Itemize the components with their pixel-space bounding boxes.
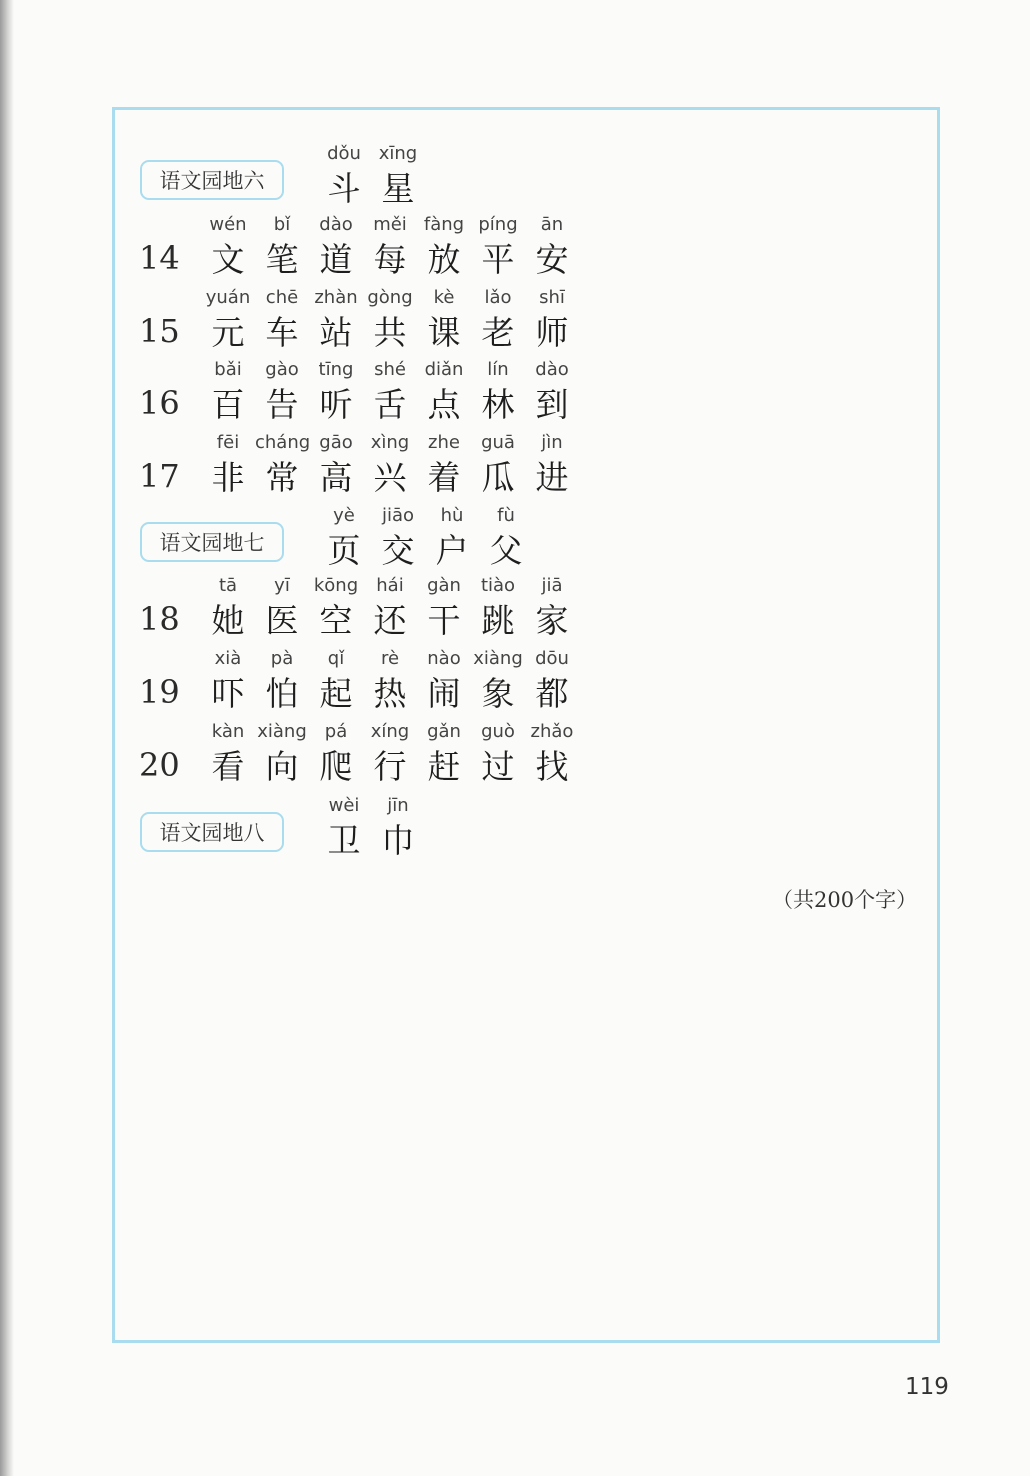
page-number: 119 bbox=[905, 1374, 949, 1400]
pinyin-label: xiàng bbox=[257, 721, 307, 742]
hanzi-character: 找 bbox=[535, 747, 569, 786]
section-label-s8: 语文园地八 bbox=[140, 812, 284, 852]
lesson-number-15: 15 bbox=[139, 312, 180, 350]
pinyin-label: gàn bbox=[427, 575, 461, 596]
character-item bbox=[525, 287, 579, 353]
hanzi-character: 放 bbox=[427, 240, 461, 279]
character-item bbox=[479, 505, 533, 571]
hanzi-character: 文 bbox=[211, 240, 245, 279]
character-item bbox=[255, 359, 309, 425]
hanzi-character: 交 bbox=[381, 531, 415, 570]
character-item bbox=[201, 721, 255, 787]
pinyin-label: hái bbox=[376, 575, 404, 596]
lesson-number-14: 14 bbox=[139, 239, 180, 277]
character-item bbox=[309, 359, 363, 425]
total-count-note: （共200个字） bbox=[772, 888, 918, 912]
character-item bbox=[525, 214, 579, 280]
hanzi-character: 干 bbox=[427, 601, 461, 640]
hanzi-character: 瓜 bbox=[481, 458, 515, 497]
pinyin-label: guò bbox=[481, 721, 515, 742]
character-item bbox=[363, 214, 417, 280]
character-item bbox=[309, 575, 363, 641]
pinyin-label: lín bbox=[487, 359, 509, 380]
character-item bbox=[201, 575, 255, 641]
character-item bbox=[363, 359, 417, 425]
pinyin-label: pá bbox=[324, 721, 348, 742]
lesson-number-16: 16 bbox=[139, 384, 180, 422]
hanzi-character: 课 bbox=[427, 313, 461, 352]
character-item bbox=[201, 648, 255, 714]
pinyin-label: kōng bbox=[313, 575, 359, 596]
pinyin-label: fàng bbox=[423, 214, 465, 235]
hanzi-character: 师 bbox=[535, 313, 569, 352]
pinyin-label: zhe bbox=[428, 432, 460, 453]
character-item bbox=[255, 287, 309, 353]
hanzi-character: 怕 bbox=[265, 674, 299, 713]
pinyin-label: shé bbox=[374, 359, 406, 380]
character-item bbox=[471, 359, 525, 425]
hanzi-character: 到 bbox=[535, 385, 569, 424]
pinyin-label: jīn bbox=[387, 795, 409, 816]
hanzi-character: 户 bbox=[435, 531, 469, 570]
hanzi-character: 向 bbox=[265, 747, 299, 786]
character-item bbox=[255, 648, 309, 714]
hanzi-character: 道 bbox=[319, 240, 353, 279]
hanzi-character: 空 bbox=[319, 601, 353, 640]
pinyin-label: xià bbox=[214, 648, 242, 669]
hanzi-character: 起 bbox=[319, 674, 353, 713]
pinyin-label: píng bbox=[478, 214, 518, 235]
pinyin-label: kàn bbox=[211, 721, 245, 742]
character-item bbox=[363, 575, 417, 641]
pinyin-label: diǎn bbox=[424, 359, 464, 380]
pinyin-label: jiā bbox=[541, 575, 563, 596]
pinyin-label: yī bbox=[274, 575, 290, 596]
character-item bbox=[363, 648, 417, 714]
hanzi-character: 元 bbox=[211, 313, 245, 352]
hanzi-character: 高 bbox=[319, 458, 353, 497]
pinyin-label: xìng bbox=[370, 432, 410, 453]
hanzi-character: 都 bbox=[535, 674, 569, 713]
character-item bbox=[317, 505, 371, 571]
hanzi-character: 还 bbox=[373, 601, 407, 640]
hanzi-character: 赶 bbox=[427, 747, 461, 786]
character-item bbox=[417, 214, 471, 280]
pinyin-label: gāo bbox=[319, 432, 353, 453]
character-item bbox=[417, 721, 471, 787]
character-item bbox=[363, 432, 417, 498]
hanzi-character: 医 bbox=[265, 601, 299, 640]
character-item bbox=[201, 287, 255, 353]
hanzi-character: 卫 bbox=[327, 821, 361, 860]
hanzi-character: 告 bbox=[265, 385, 299, 424]
hanzi-character: 跳 bbox=[481, 601, 515, 640]
hanzi-character: 她 bbox=[211, 601, 245, 640]
hanzi-character: 百 bbox=[211, 385, 245, 424]
character-item bbox=[525, 432, 579, 498]
hanzi-character: 车 bbox=[265, 313, 299, 352]
character-item bbox=[417, 287, 471, 353]
hanzi-character: 父 bbox=[489, 531, 523, 570]
hanzi-character: 共 bbox=[373, 313, 407, 352]
pinyin-label: jiāo bbox=[381, 505, 415, 526]
lesson-number-17: 17 bbox=[139, 457, 180, 495]
hanzi-character: 舌 bbox=[373, 385, 407, 424]
section-label-s7: 语文园地七 bbox=[140, 522, 284, 562]
character-item bbox=[525, 575, 579, 641]
character-item bbox=[309, 432, 363, 498]
hanzi-character: 进 bbox=[535, 458, 569, 497]
character-item bbox=[363, 287, 417, 353]
lesson-number-19: 19 bbox=[139, 673, 180, 711]
pinyin-label: jìn bbox=[541, 432, 563, 453]
pinyin-label: xiàng bbox=[473, 648, 523, 669]
pinyin-label: tā bbox=[218, 575, 238, 596]
pinyin-label: wèi bbox=[328, 795, 360, 816]
character-item bbox=[309, 721, 363, 787]
hanzi-character: 安 bbox=[535, 240, 569, 279]
pinyin-label: yè bbox=[333, 505, 355, 526]
hanzi-character: 平 bbox=[481, 240, 515, 279]
pinyin-label: dào bbox=[535, 359, 569, 380]
hanzi-character: 行 bbox=[373, 747, 407, 786]
hanzi-character: 笔 bbox=[265, 240, 299, 279]
pinyin-label: gǎn bbox=[427, 721, 461, 742]
hanzi-character: 斗 bbox=[327, 169, 361, 208]
character-item bbox=[471, 432, 525, 498]
pinyin-label: yuán bbox=[205, 287, 251, 308]
page-binding-edge bbox=[0, 0, 14, 1476]
pinyin-label: bǐ bbox=[273, 214, 291, 235]
character-item bbox=[371, 143, 425, 209]
hanzi-character: 热 bbox=[373, 674, 407, 713]
character-item bbox=[201, 359, 255, 425]
pinyin-label: bǎi bbox=[214, 359, 242, 380]
pinyin-label: cháng bbox=[255, 432, 311, 453]
character-item bbox=[471, 214, 525, 280]
lesson-number-18: 18 bbox=[139, 600, 180, 638]
character-item bbox=[417, 575, 471, 641]
hanzi-character: 星 bbox=[381, 169, 415, 208]
pinyin-label: pà bbox=[270, 648, 294, 669]
hanzi-character: 页 bbox=[327, 531, 361, 570]
pinyin-label: ān bbox=[540, 214, 564, 235]
pinyin-label: kè bbox=[433, 287, 455, 308]
hanzi-character: 象 bbox=[481, 674, 515, 713]
hanzi-character: 每 bbox=[373, 240, 407, 279]
character-item bbox=[471, 287, 525, 353]
character-item bbox=[525, 721, 579, 787]
lesson-number-20: 20 bbox=[139, 746, 180, 784]
character-item bbox=[417, 648, 471, 714]
hanzi-character: 听 bbox=[319, 385, 353, 424]
pinyin-label: guā bbox=[481, 432, 515, 453]
character-item bbox=[371, 505, 425, 571]
pinyin-label: měi bbox=[373, 214, 407, 235]
character-item bbox=[425, 505, 479, 571]
pinyin-label: zhǎo bbox=[530, 721, 574, 742]
pinyin-label: lǎo bbox=[484, 287, 512, 308]
character-item bbox=[417, 432, 471, 498]
hanzi-character: 兴 bbox=[373, 458, 407, 497]
character-item bbox=[255, 432, 309, 498]
character-item bbox=[309, 648, 363, 714]
pinyin-label: hù bbox=[440, 505, 464, 526]
pinyin-label: wén bbox=[209, 214, 247, 235]
hanzi-character: 站 bbox=[319, 313, 353, 352]
pinyin-label: shī bbox=[539, 287, 565, 308]
character-item bbox=[255, 214, 309, 280]
pinyin-label: qǐ bbox=[327, 648, 345, 669]
hanzi-character: 吓 bbox=[211, 674, 245, 713]
hanzi-character: 巾 bbox=[381, 821, 415, 860]
hanzi-character: 看 bbox=[211, 747, 245, 786]
character-item bbox=[371, 795, 425, 861]
pinyin-label: gào bbox=[265, 359, 299, 380]
pinyin-label: tiào bbox=[480, 575, 516, 596]
character-item bbox=[317, 143, 371, 209]
character-item bbox=[201, 432, 255, 498]
pinyin-label: xīng bbox=[378, 143, 418, 164]
character-item bbox=[471, 721, 525, 787]
section-label-s6: 语文园地六 bbox=[140, 160, 284, 200]
character-item bbox=[471, 648, 525, 714]
character-item bbox=[417, 359, 471, 425]
character-item bbox=[363, 721, 417, 787]
hanzi-character: 老 bbox=[481, 313, 515, 352]
character-item bbox=[471, 575, 525, 641]
pinyin-label: fù bbox=[497, 505, 515, 526]
pinyin-label: rè bbox=[380, 648, 400, 669]
hanzi-character: 过 bbox=[481, 747, 515, 786]
pinyin-label: fēi bbox=[216, 432, 240, 453]
pinyin-label: gòng bbox=[367, 287, 413, 308]
hanzi-character: 点 bbox=[427, 385, 461, 424]
character-item bbox=[317, 795, 371, 861]
hanzi-character: 闹 bbox=[427, 674, 461, 713]
hanzi-character: 林 bbox=[481, 385, 515, 424]
character-item bbox=[255, 721, 309, 787]
hanzi-character: 常 bbox=[265, 458, 299, 497]
pinyin-label: xíng bbox=[370, 721, 410, 742]
pinyin-label: tīng bbox=[318, 359, 354, 380]
hanzi-character: 爬 bbox=[319, 747, 353, 786]
character-item bbox=[201, 214, 255, 280]
character-item bbox=[309, 287, 363, 353]
hanzi-character: 着 bbox=[427, 458, 461, 497]
character-item bbox=[309, 214, 363, 280]
character-item bbox=[255, 575, 309, 641]
hanzi-character: 家 bbox=[535, 601, 569, 640]
pinyin-label: nào bbox=[427, 648, 461, 669]
pinyin-label: zhàn bbox=[314, 287, 358, 308]
character-item bbox=[525, 359, 579, 425]
pinyin-label: chē bbox=[265, 287, 299, 308]
hanzi-character: 非 bbox=[211, 458, 245, 497]
pinyin-label: dǒu bbox=[327, 143, 361, 164]
pinyin-label: dōu bbox=[535, 648, 569, 669]
pinyin-label: dào bbox=[319, 214, 353, 235]
character-item bbox=[525, 648, 579, 714]
